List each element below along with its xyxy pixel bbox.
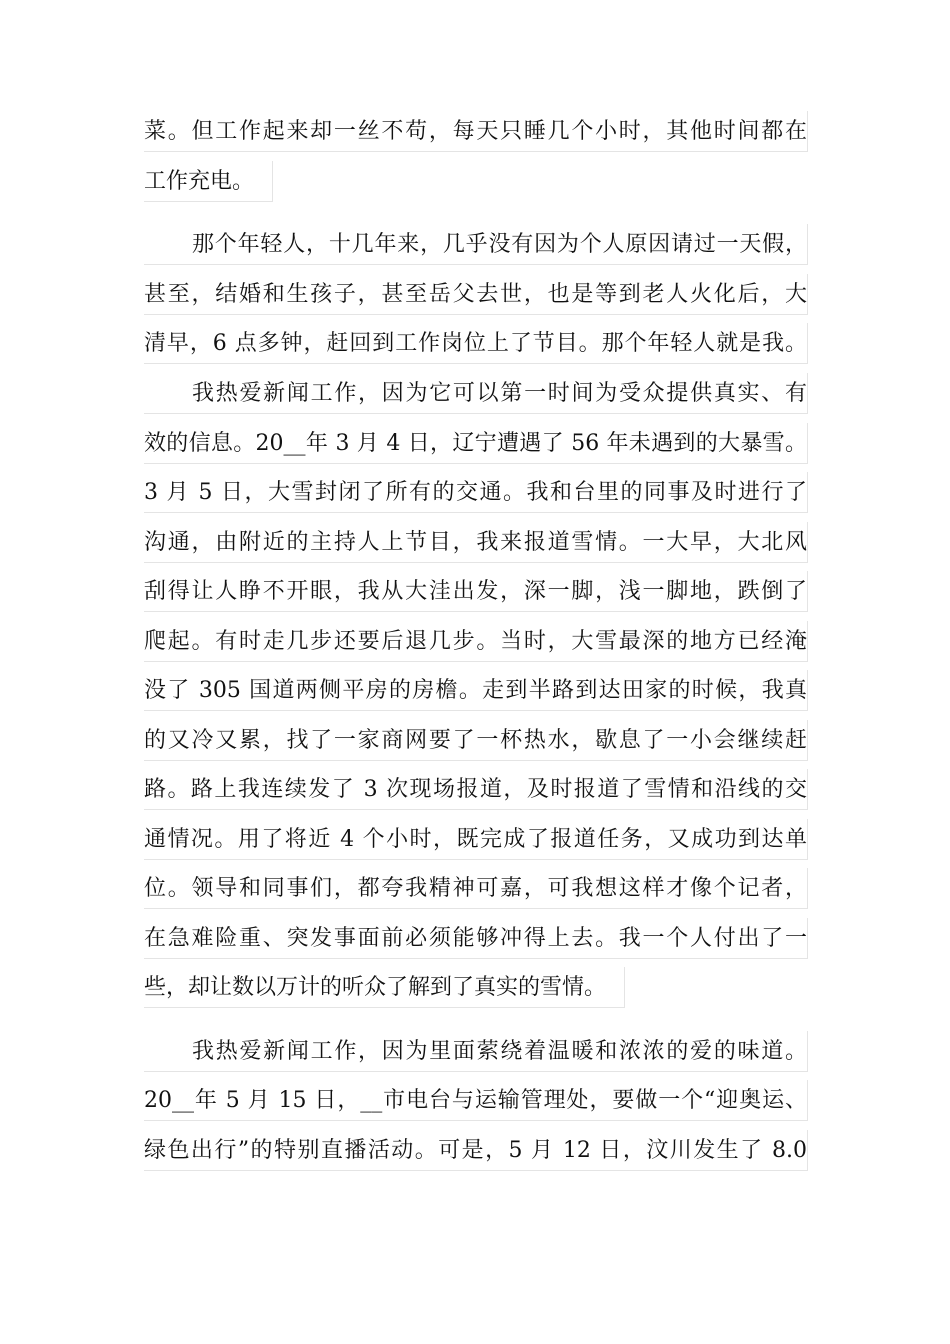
text-line: 菜。但工作起来却一丝不苟，每天只睡几个小时，其他时间都在 — [144, 111, 808, 152]
text-line: 爬起。有时走几步还要后退几步。当时，大雪最深的地方已经淹 — [144, 621, 808, 662]
text-line: 绿色出行”的特别直播活动。可是，5 月 12 日，汶川发生了 8.0 — [144, 1130, 808, 1171]
text-line: 甚至，结婚和生孩子，甚至岳父去世，也是等到老人火化后，大 — [144, 274, 808, 315]
paragraph-1 — [144, 111, 808, 215]
text-line: 我热爱新闻工作，因为里面萦绕着温暖和浓浓的爱的味道。 — [144, 1031, 808, 1072]
text-line: 通情况。用了将近 4 个小时，既完成了报道任务，又成功到达单 — [144, 819, 808, 860]
text-line: 些，却让数以万计的听众了解到了真实的雪情。 — [144, 967, 625, 1008]
text-line: 的又冷又累，找了一家商网要了一杯热水，歇息了一小会继续赶 — [144, 720, 808, 761]
text-line: 位。领导和同事们，都夸我精神可嘉，可我想这样才像个记者， — [144, 868, 808, 909]
text-line: 20__年 5 月 15 日，__市电台与运输管理处，要做一个“迎奥运、 — [144, 1080, 808, 1121]
text-line: 我热爱新闻工作，因为它可以第一时间为受众提供真实、有 — [144, 373, 808, 414]
text-line: 路。路上我连续发了 3 次现场报道，及时报道了雪情和沿线的交 — [144, 769, 808, 810]
text-line: 没了 305 国道两侧平房的房檐。走到半路到达田家的时候，我真 — [144, 670, 808, 711]
paragraph-4 — [144, 1031, 808, 1171]
text-line: 3 月 5 日，大雪封闭了所有的交通。我和台里的同事及时进行了 — [144, 472, 808, 513]
paragraph-2 — [144, 224, 808, 364]
paragraph-3 — [144, 373, 808, 1022]
text-line: 在急难险重、突发事面前必须能够冲得上去。我一个人付出了一 — [144, 918, 808, 959]
text-line: 那个年轻人，十几年来，几乎没有因为个人原因请过一天假， — [144, 224, 808, 265]
text-line: 刮得让人睁不开眼，我从大洼出发，深一脚，浅一脚地，跌倒了 — [144, 571, 808, 612]
text-line: 沟通，由附近的主持人上节目，我来报道雪情。一大早，大北风 — [144, 522, 808, 563]
text-line: 清早，6 点多钟，赶回到工作岗位上了节目。那个年轻人就是我。 — [144, 323, 808, 364]
document-body — [144, 111, 808, 1179]
text-line: 工作充电。 — [144, 161, 273, 202]
text-line: 效的信息。20__年 3 月 4 日，辽宁遭遇了 56 年未遇到的大暴雪。 — [144, 423, 808, 464]
